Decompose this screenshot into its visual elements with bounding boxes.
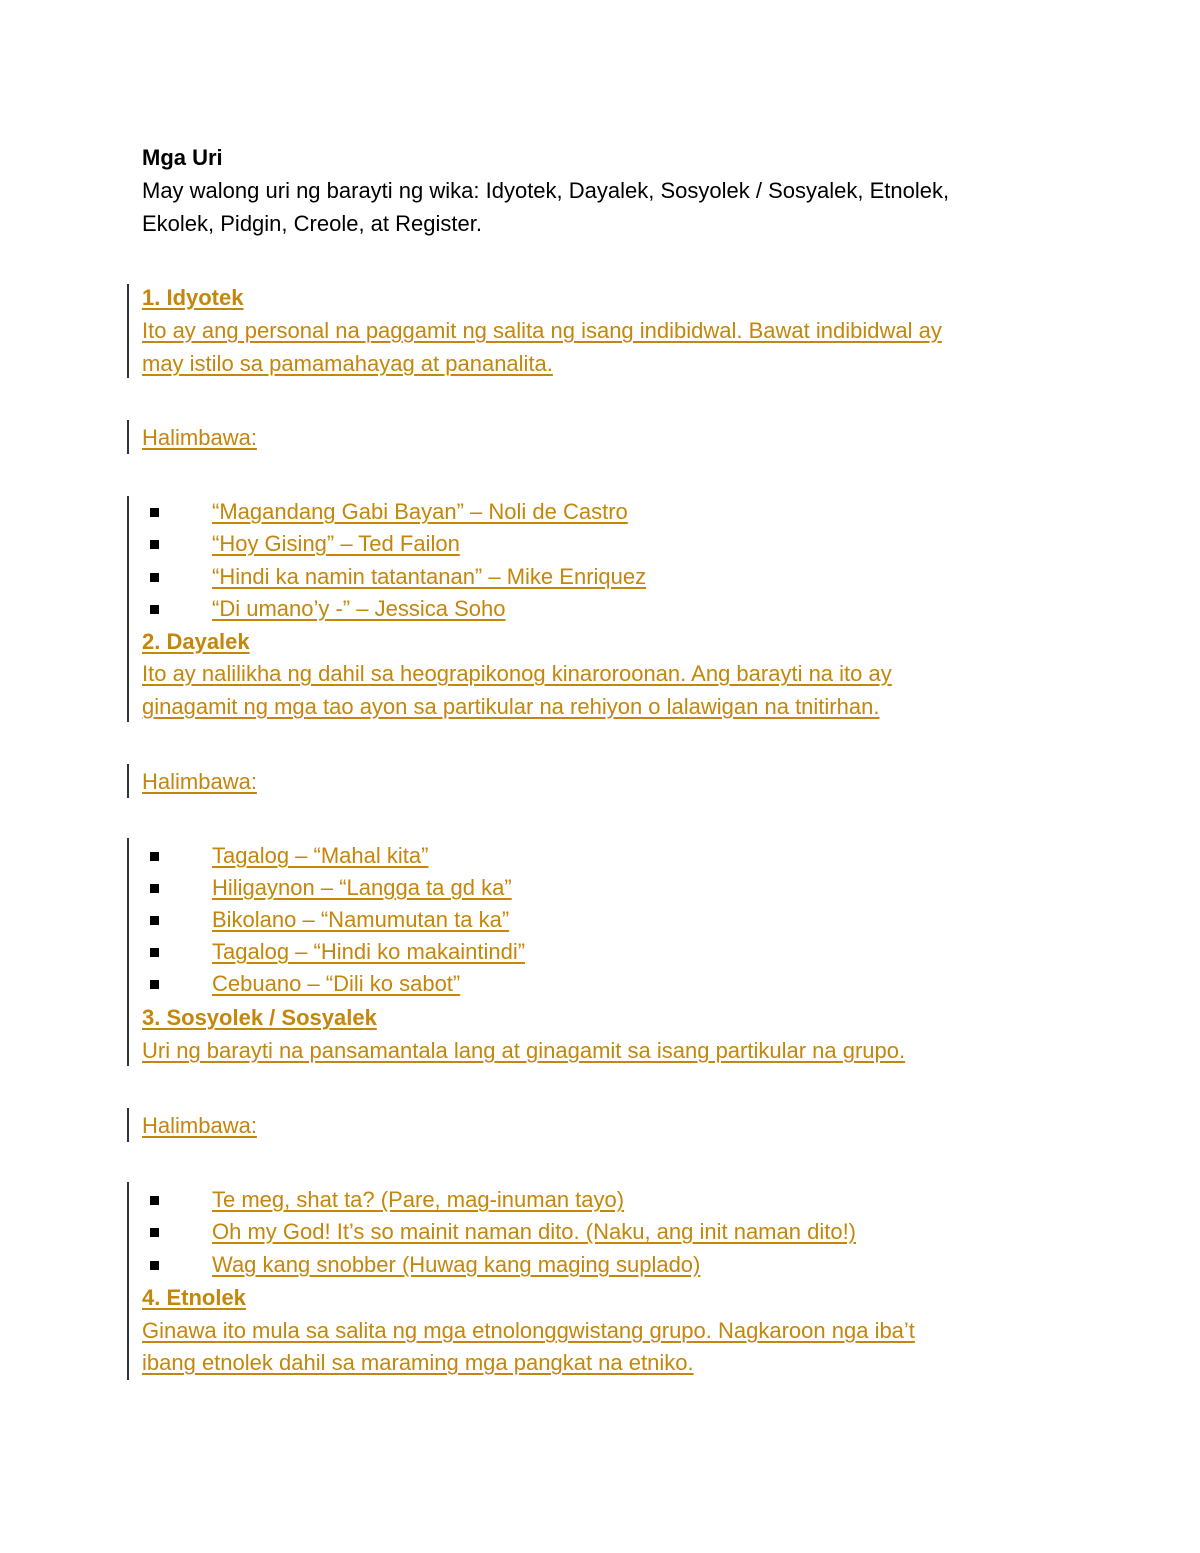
- section-heading-idyotek: 1. Idyotek: [142, 285, 244, 310]
- example-label: Halimbawa:: [142, 425, 257, 450]
- list-item: Tagalog – “Mahal kita”: [212, 843, 429, 868]
- list-item: Tagalog – “Hindi ko makaintindi”: [212, 939, 526, 964]
- section-heading-dayalek: 2. Dayalek: [142, 629, 250, 654]
- bullet-icon: [150, 1228, 159, 1237]
- section-desc-line: ginagamit ng mga tao ayon sa partikular na rehiyon o lalawigan na tnitirhan.: [142, 694, 880, 719]
- section-desc-line: Ito ay ang personal na paggamit ng salita ng isang indibidwal. Bawat indibidwal ay: [142, 318, 942, 343]
- section-heading-etnolek: 4. Etnolek: [142, 1285, 246, 1310]
- bullet-icon: [150, 540, 159, 549]
- bullet-icon: [150, 916, 159, 925]
- section-desc-line: Ito ay nalilikha ng dahil sa heograpikonog kinaroroonan. Ang barayti na ito ay: [142, 661, 892, 686]
- bullet-icon: [150, 508, 159, 517]
- list-item: Cebuano – “Dili ko sabot”: [212, 971, 461, 996]
- section-desc-line: may istilo sa pamamahayag at pananalita.: [142, 351, 553, 376]
- bullet-icon: [150, 884, 159, 893]
- bullet-icon: [150, 1261, 159, 1270]
- bullet-icon: [150, 1196, 159, 1205]
- example-label: Halimbawa:: [142, 769, 257, 794]
- list-item: Oh my God! It’s so mainit naman dito. (Naku, ang init naman dito!): [212, 1219, 857, 1244]
- change-bar: [127, 420, 129, 454]
- section-heading-sosyolek: 3. Sosyolek / Sosyalek: [142, 1005, 377, 1030]
- list-item: “Magandang Gabi Bayan” – Noli de Castro: [212, 499, 628, 524]
- intro-line-1: May walong uri ng barayti ng wika: Idyotek, Dayalek, Sosyolek / Sosyalek, Etnolek,: [142, 178, 950, 203]
- list-item: Bikolano – “Namumutan ta ka”: [212, 907, 510, 932]
- section-desc-line: Uri ng barayti na pansamantala lang at ginagamit sa isang partikular na grupo.: [142, 1038, 906, 1063]
- list-item: Hiligaynon – “Langga ta gd ka”: [212, 875, 512, 900]
- list-item: “Hindi ka namin tatantanan” – Mike Enriquez: [212, 564, 647, 589]
- list-item: Wag kang snobber (Huwag kang maging suplado): [212, 1252, 701, 1277]
- bullet-icon: [150, 948, 159, 957]
- change-bar: [127, 284, 129, 378]
- section-desc-line: Ginawa ito mula sa salita ng mga etnolonggwistang grupo. Nagkaroon nga iba’t: [142, 1318, 915, 1343]
- list-item: “Di umano’y -” – Jessica Soho: [212, 596, 506, 621]
- change-bar: [127, 496, 129, 722]
- change-bar: [127, 1108, 129, 1142]
- intro-line-2: Ekolek, Pidgin, Creole, at Register.: [142, 211, 482, 236]
- bullet-icon: [150, 605, 159, 614]
- page-title: Mga Uri: [142, 145, 223, 170]
- change-bar: [127, 838, 129, 1066]
- list-item: Te meg, shat ta? (Pare, mag-inuman tayo): [212, 1187, 625, 1212]
- bullet-icon: [150, 573, 159, 582]
- bullet-icon: [150, 980, 159, 989]
- list-item: “Hoy Gising” – Ted Failon: [212, 531, 460, 556]
- change-bar: [127, 764, 129, 798]
- change-bar: [127, 1182, 129, 1380]
- example-label: Halimbawa:: [142, 1113, 257, 1138]
- section-desc-line: ibang etnolek dahil sa maraming mga pangkat na etniko.: [142, 1350, 694, 1375]
- bullet-icon: [150, 852, 159, 861]
